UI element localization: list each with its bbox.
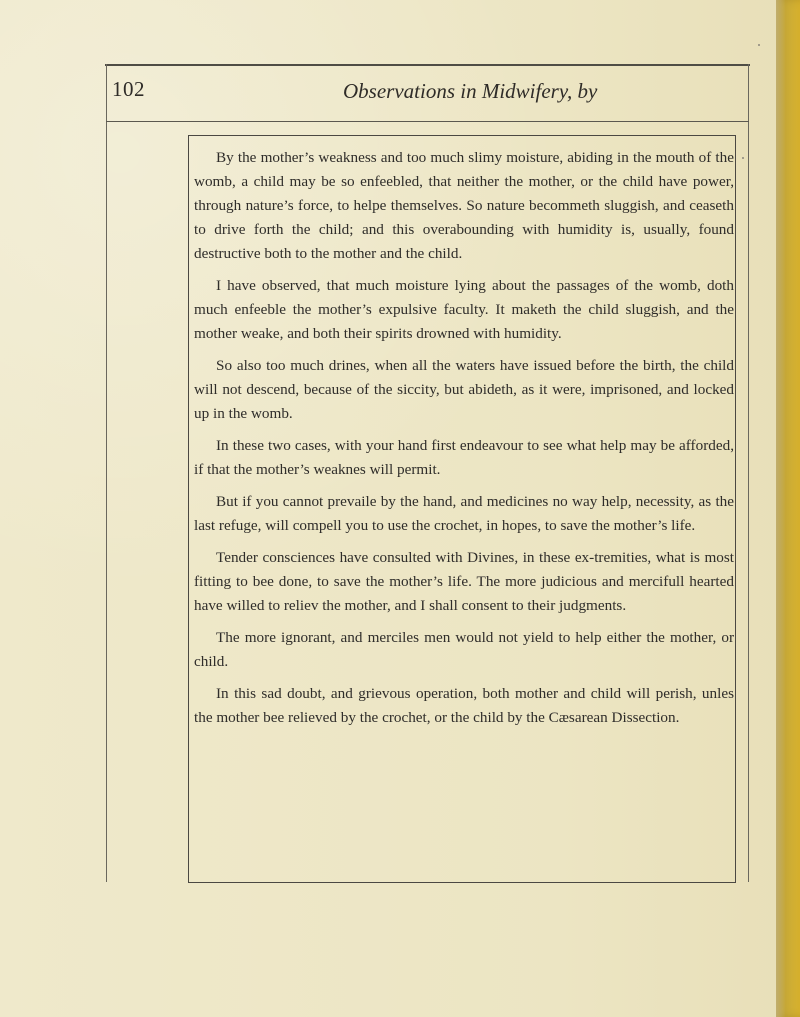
top-border <box>105 64 750 66</box>
header-rule <box>106 121 749 122</box>
margin-mark <box>742 157 744 159</box>
main-text <box>194 146 734 730</box>
page-edge <box>776 0 800 1017</box>
right-border <box>748 64 749 882</box>
margin-mark <box>758 44 760 46</box>
left-border <box>106 64 107 882</box>
page-header <box>0 76 800 110</box>
paragraph: In these two cases, with your hand first endeavour to see what help may be afforded, if that the mother’s weaknes will permit. <box>194 437 734 478</box>
paragraph: Tender consciences have consulted with Divines, in these ex-tremities, what is most fitting to bee done, to save the mother’s life. The more judicious and mercifull hearted have willed to reliev the mother, and I shall consent to their judgments. <box>194 549 734 614</box>
page-number: 102 <box>112 77 145 101</box>
paragraph: In this sad doubt, and grievous operation, both mother and child will perish, unles the mother bee relieved by the crochet, or the child by the Cæsarean Dissection. <box>194 685 734 726</box>
paragraph: The more ignorant, and merciles men would not yield to help either the mother, or child. <box>194 629 734 670</box>
paragraph: By the mother’s weakness and too much slimy moisture, abiding in the mouth of the womb, a child may be so enfeebled, that neither the mother, or the child have power, through nature’s force, to helpe themselves. So nature becommeth sluggish, and ceaseth to drive forth the child; and this overabounding with humidity is, usually, found destructive both to the mother and the child. <box>194 149 734 262</box>
paragraph: So also too much drines, when all the waters have issued before the birth, the child will not descend, because of the siccity, but abideth, as it were, imprisoned, and locked up in the womb. <box>194 357 734 422</box>
paragraph: I have observed, that much moisture lying about the passages of the womb, doth much enfeeble the mother’s expulsive faculty. It maketh the child sluggish, and the mother weake, and both their spirits drowned with humidity. <box>194 277 734 342</box>
running-head: Observations in Midwifery, by <box>343 79 598 103</box>
paragraph: But if you cannot prevaile by the hand, and medicines no way help, necessity, as the last refuge, will compell you to use the crochet, in hopes, to save the mother’s life. <box>194 493 734 534</box>
